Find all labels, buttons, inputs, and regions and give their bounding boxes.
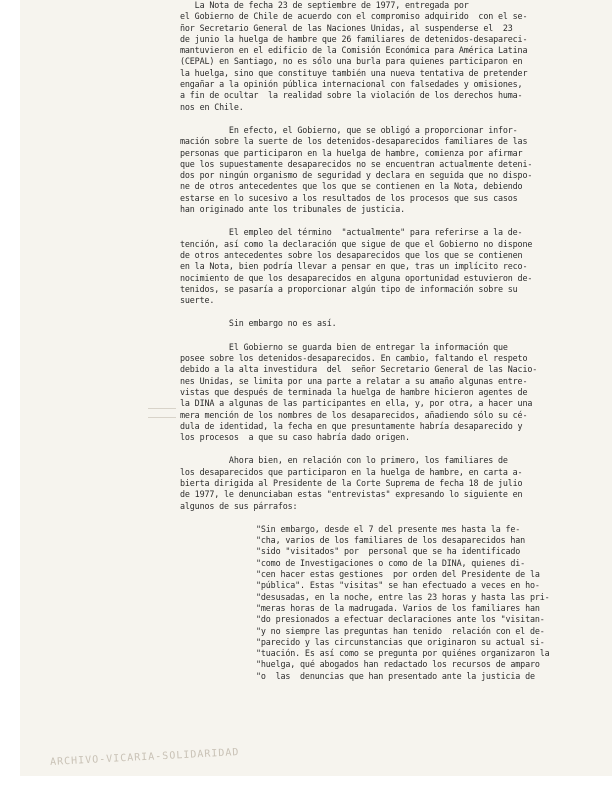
text-line: ne de otros antecedentes que los que se contienen en la Nota, debiendo [180,181,523,192]
quote-line: "Sin embargo, desde el 7 del presente mes hasta la fe- [256,523,521,534]
text-line: que los supuestamente desaparecidos no se encuentran actualmente deteni- [180,158,533,169]
text-line: (CEPAL) en Santiago, no es sólo una burla para quienes participaron en [180,56,523,67]
quote-line: "y no siempre las preguntas han tenido relación con el de- [256,625,545,636]
text-line: mera mención de los nombres de los desaparecidos, añadiendo sólo su cé- [180,409,528,420]
quote-line: "como de Investigaciones o como de la DINA, quienes di- [256,557,526,568]
text-line: a fin de ocultar la realidad sobre la violación de los derechos huma- [180,90,523,101]
quote-line: "parecido y las circunstancias que originaron su actual si- [256,636,545,647]
quote-line: "do presionados a efectuar declaraciones ante los "visitan- [256,614,545,625]
text-line: Ahora bien, en relación con lo primero, los familiares de [180,455,508,466]
text-line: personas que participaron en la huelga de hambre, comienza por afirmar [180,147,523,158]
paragraph-5 [180,342,612,444]
quote-line: "cha, varios de los familiares de los desaparecidos han [256,535,526,546]
text-line: tenidos, se pasaría a proporcionar algún tipo de información sobre su [180,283,518,294]
paragraph-6 [180,455,612,511]
text-line: de otros antecedentes sobre los desaparecidos que los que se contienen [180,249,523,260]
text-line: dula de identidad, la fecha en que presuntamente habría desaparecido y [180,420,523,431]
block-quote [256,524,612,682]
text-line: nes Unidas, se limita por una parte a relatar a su amaño algunas entre- [180,375,528,386]
text-line: Sin embargo no es así. [180,318,337,329]
text-line: tención, así como la declaración que sigue de que el Gobierno no dispone [180,238,533,249]
text-line: en la Nota, bien podría llevar a pensar en que, tras un implícito reco- [180,261,528,272]
quote-line: "desusadas, en la noche, entre las 23 horas y hasta las pri- [256,591,550,602]
quote-line: "o las denuncias que han presentado ante la justicia de [256,670,535,681]
text-line: la huelga, sino que constituye también una nueva tentativa de pretender [180,67,528,78]
text-line: estarse en lo sucesivo a los resultados de los procesos que sus casos [180,192,518,203]
paragraph-4 [180,318,612,329]
paragraph-1 [180,0,612,113]
text-line: El Gobierno se guarda bien de entregar la información que [180,341,508,352]
text-line: han originado ante los tribunales de justicia. [180,204,406,215]
quote-line: "sido "visitados" por personal que se ha identificado [256,546,521,557]
text-line: debido a la alta investidura del señor Secretario General de las Nacio- [180,364,538,375]
text-line: ñor Secretario General de las Naciones Unidas, al suspenderse el 23 [180,22,513,33]
text-line: algunos de sus párrafos: [180,500,298,511]
text-line: la DINA a algunas de las participantes en ella, y, por otra, a hacer una [180,398,533,409]
text-line: engañar a la opinión pública internacional con falsedades y omisiones, [180,79,523,90]
text-line: mantuvieron en el edificio de la Comisión Económica para América Latina [180,45,528,56]
quote-line: "cen hacer estas gestiones por orden del Presidente de la [256,569,540,580]
text-line: nos en Chile. [180,101,244,112]
text-line: el Gobierno de Chile de acuerdo con el compromiso adquirido con el se- [180,11,528,22]
text-line: los desaparecidos que participaron en la huelga de hambre, en carta a- [180,466,523,477]
quote-line: "huelga, qué abogados han redactado los recursos de amparo [256,659,540,670]
text-line: mación sobre la suerte de los detenidos-desaparecidos familiares de las [180,136,528,147]
archive-stamp: ARCHIVO-VICARIA-SOLIDARIDAD [49,747,240,768]
paragraph-3 [180,227,612,306]
text-line: El empleo del término "actualmente" para referirse a la de- [180,227,523,238]
margin-mark [148,408,176,418]
text-line: los procesos a que su caso habría dado origen. [180,432,410,443]
text-line: bierta dirigida al Presidente de la Corte Suprema de fecha 18 de julio [180,477,523,488]
text-line: suerte. [180,295,215,306]
text-line: dos por ningún organismo de seguridad y declara en seguida que no dispo- [180,170,533,181]
text-line: de junio la huelga de hambre que 26 familiares de detenidos-desapareci- [180,33,528,44]
paragraph-2 [180,125,612,215]
text-line: nocimiento de que los desaparecidos en alguna oportunidad estuvieron de- [180,272,533,283]
quote-line: "tuación. Es así como se pregunta por quiénes organizaron la [256,648,550,659]
text-line: de 1977, le denunciaban estas "entrevistas" expresando lo siguiente en [180,489,523,500]
text-line: vistas que después de terminada la huelga de hambre hicieron agentes de [180,386,528,397]
text-line: La Nota de fecha 23 de septiembre de 1977, entregada por [180,0,469,10]
quote-line: "meras horas de la madrugada. Varios de los familiares han [256,602,540,613]
text-line: posee sobre los detenidos-desaparecidos. En cambio, faltando el respeto [180,353,528,364]
quote-line: "pública". Estas "visitas" se han efectuado a veces en ho- [256,580,540,591]
document-page [180,0,612,760]
text-line: En efecto, el Gobierno, que se obligó a proporcionar infor- [180,124,518,135]
